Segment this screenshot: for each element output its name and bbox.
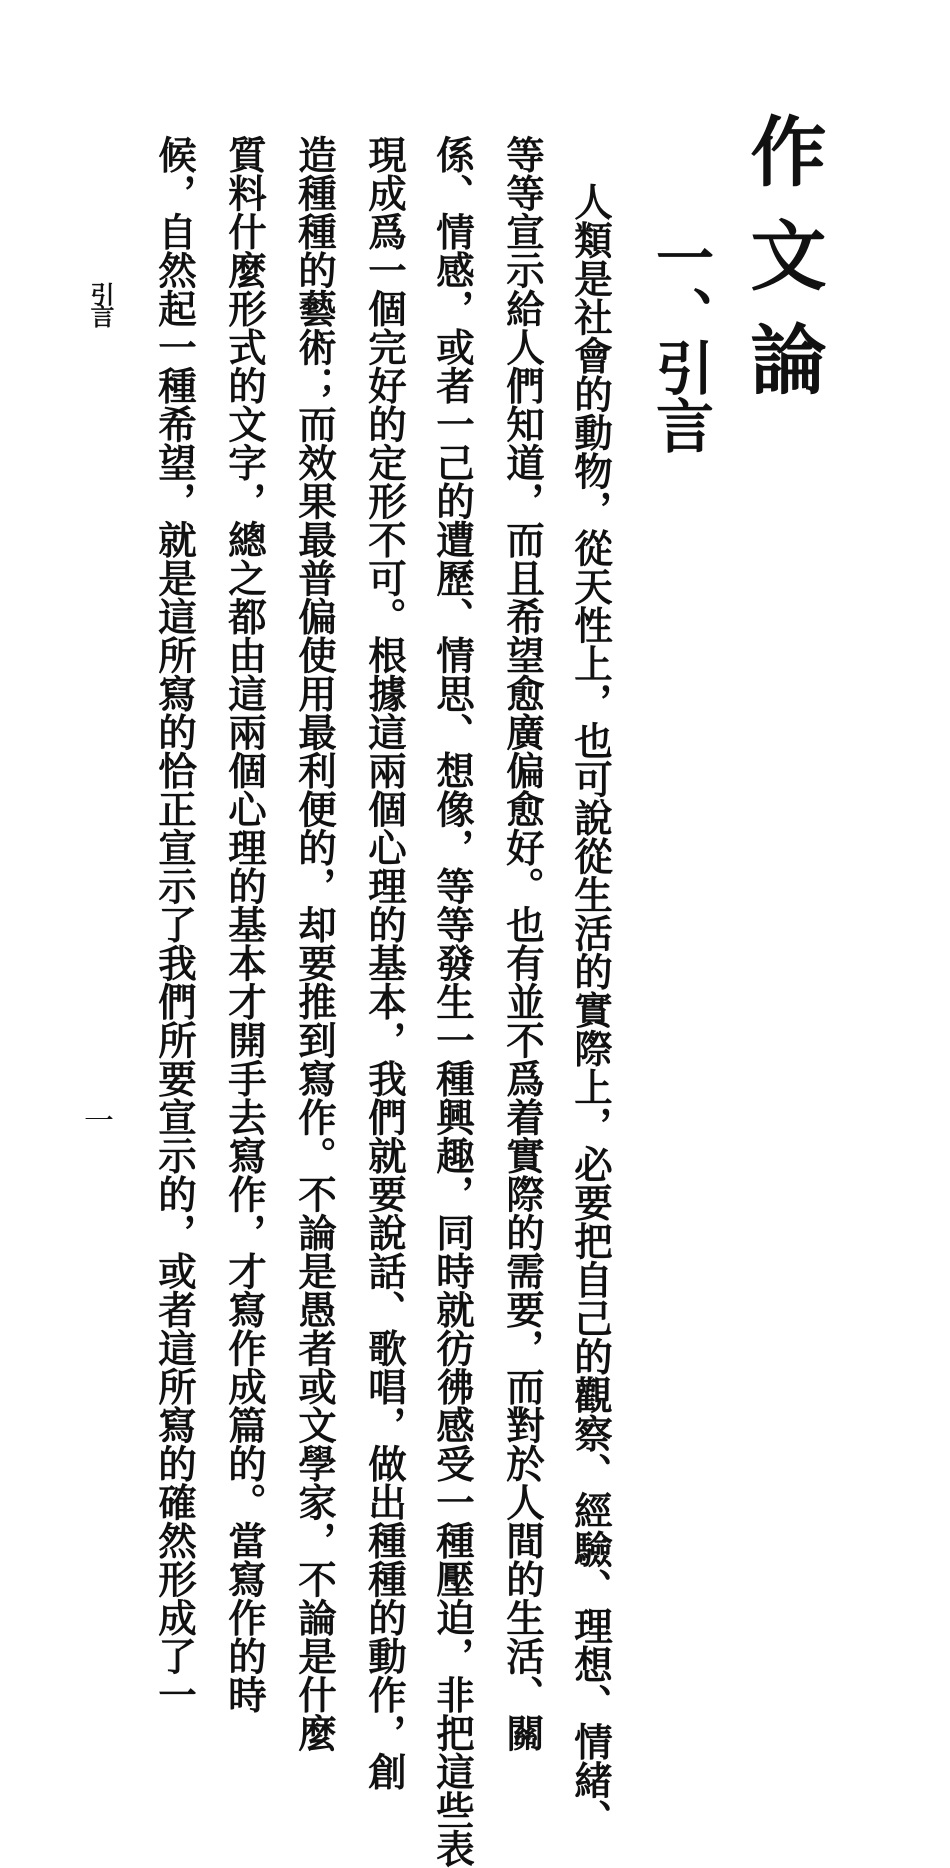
section-title: 引言 [646, 338, 714, 454]
running-head: 引言 [86, 282, 115, 326]
body-line-4: 現成爲一個完好的定形不可。根據這兩個心理的基本，我們就要說話、歌唱，做出種種的動作，創 [362, 135, 407, 1791]
body-line-5: 造種種的藝術；而效果最普偏使用最利便的，却要推到寫作。不論是愚者或文學家，不論是什麼 [292, 135, 337, 1752]
body-line-6: 質料什麼形式的文字，總之都由這兩個心理的基本才開手去寫作，才寫作成篇的。當寫作的時 [222, 135, 267, 1714]
section-number: 一、 [646, 228, 714, 344]
body-line-2: 等等宣示給人們知道，而且希望愈廣偏愈好。也有並不爲着實際的需要，而對於人間的生活、關 [500, 135, 545, 1752]
body-line-3: 係、情感，或者一己的遭歷、情思、想像，等等發生一種興趣，同時就彷彿感受一種壓迫，非把這些表 [430, 135, 475, 1868]
body-line-7: 候，自然起一種希望，就是這所寫的恰正宣示了我們所要宣示的，或者這所寫的確然形成了一 [152, 135, 197, 1714]
page-number: 一 [84, 1104, 114, 1139]
body-line-1: 人類是社會的動物，從天性上，也可說從生活的實際上，必要把自己的觀察、經驗、理想、情緒、 [568, 182, 613, 1838]
book-title: 作文論 [738, 112, 827, 424]
